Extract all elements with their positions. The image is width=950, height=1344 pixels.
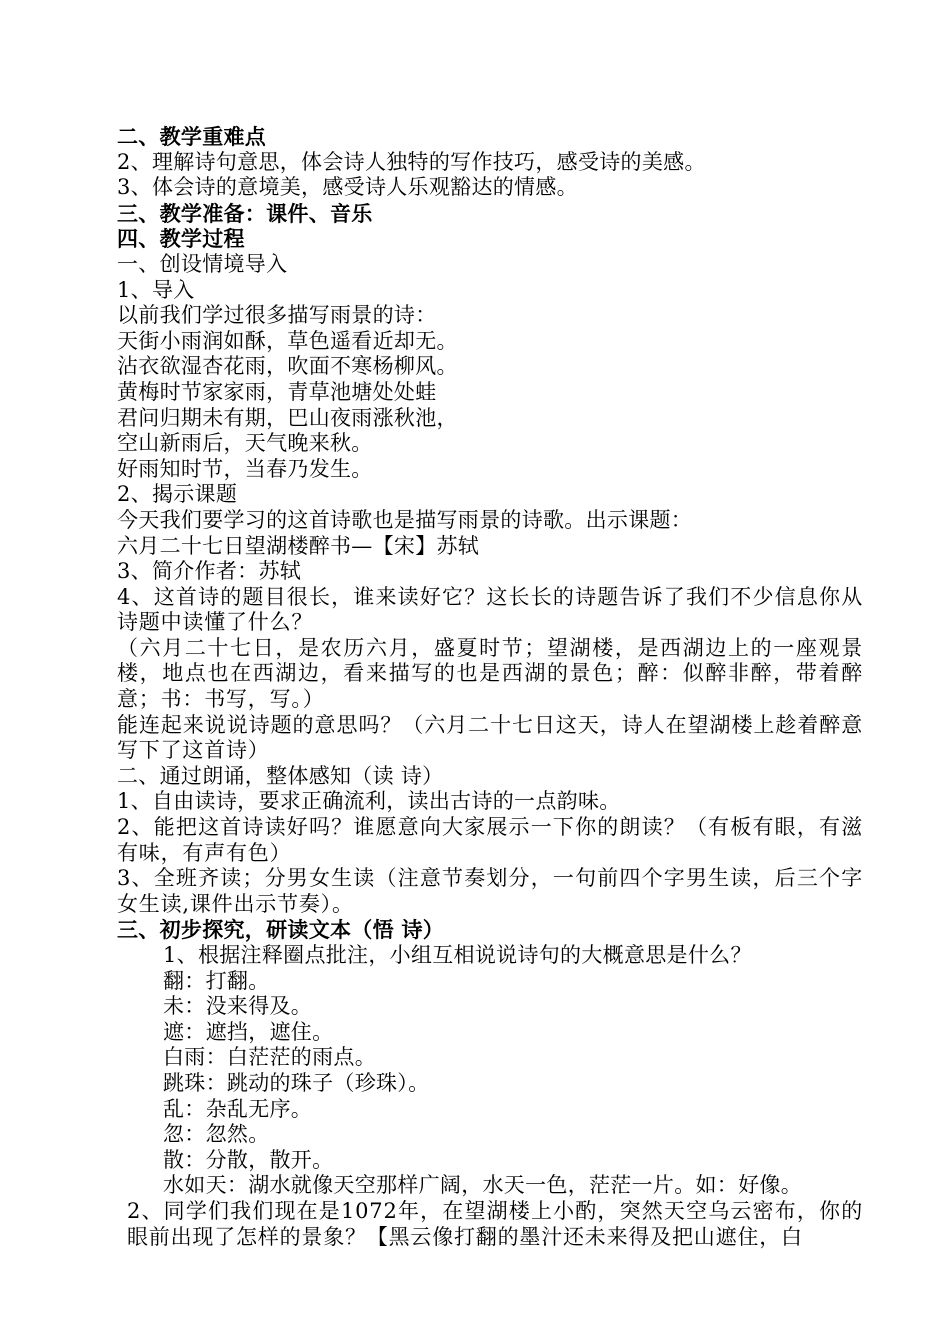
paragraph: 2、同学们我们现在是1072年，在望湖楼上小酌，突然天空乌云密布，你的眼前出现了怎样的景象？【黑云像打翻的墨汁还未来得及把山遮住，白: [127, 1198, 863, 1249]
text-line: 3、体会诗的意境美，感受诗人乐观豁达的情感。: [117, 175, 578, 200]
paragraph: 4、这首诗的题目很长，谁来读好它？这长长的诗题告诉了我们不少信息你从诗题中读懂了什么？: [117, 584, 863, 635]
text-line: 2、揭示课题: [117, 482, 238, 507]
paragraph: 3、全班齐读；分男女生读（注意节奏划分，一句前四个字男生读，后三个字女生读,课件出示节奏）。: [117, 866, 863, 916]
annotation-line: 忽：忽然。: [163, 1122, 270, 1147]
text-line: 以前我们学过很多描写雨景的诗：: [117, 303, 437, 328]
heading-key-points: 二、教学重难点: [117, 124, 267, 149]
annotation-line: 翻：打翻。: [163, 968, 270, 993]
poem-line: 沾衣欲湿杏花雨，吹面不寒杨柳风。: [117, 354, 458, 379]
annotation-line: 遮：遮挡，遮住。: [163, 1019, 334, 1044]
document-page: [117, 124, 863, 1250]
text-line: 1、导入: [117, 277, 195, 302]
poem-line: 黄梅时节家家雨，青草池塘处处蛙: [117, 379, 437, 404]
poem-line: 好雨知时节，当春乃发生。: [117, 456, 373, 481]
text-line: 1、自由读诗，要求正确流利，读出古诗的一点韵味。: [117, 789, 621, 814]
annotation-line: 白雨：白茫茫的雨点。: [163, 1045, 376, 1070]
annotation-line: 跳珠：跳动的珠子（珍珠）。: [163, 1070, 430, 1095]
text-line: 3、简介作者：苏轼: [117, 559, 302, 584]
poem-line: 空山新雨后，天气晚来秋。: [117, 431, 373, 456]
annotation-line: 未：没来得及。: [163, 994, 313, 1019]
subheading: 一、创设情境导入: [117, 251, 288, 276]
text-line: 今天我们要学习的这首诗歌也是描写雨景的诗歌。出示课题：: [117, 507, 693, 532]
annotation-line: 散：分散，散开。: [163, 1147, 334, 1172]
paragraph: （六月二十七日，是农历六月，盛夏时节；望湖楼，是西湖边上的一座观景楼，地点也在西湖边，看来描写的也是西湖的景色；醉：似醉非醉，带着醉意；书：书写，写。）: [117, 635, 863, 712]
poem-line: 天街小雨润如酥，草色遥看近却无。: [117, 328, 458, 353]
annotation-line: 乱：杂乱无序。: [163, 1096, 313, 1121]
lesson-title: 六月二十七日望湖楼醉书—【宋】苏轼: [117, 533, 480, 558]
heading-explore: 三、初步探究，研读文本（悟 诗）: [117, 917, 445, 943]
subheading: 二、通过朗诵，整体感知（读 诗）: [117, 763, 444, 788]
poem-line: 君问归期未有期，巴山夜雨涨秋池，: [117, 405, 458, 430]
paragraph: 2、能把这首诗读好吗？谁愿意向大家展示一下你的朗读？（有板有眼，有滋有味，有声有色）: [117, 815, 863, 865]
paragraph: 能连起来说说诗题的意思吗？（六月二十七日这天，诗人在望湖楼上趁着醉意写下了这首诗）: [117, 712, 863, 763]
text-line: 2、理解诗句意思，体会诗人独特的写作技巧，感受诗的美感。: [117, 149, 706, 174]
annotation-line: 水如天：湖水就像天空那样广阔，水天一色，茫茫一片。如：好像。: [163, 1173, 802, 1198]
heading-preparation: 三、教学准备：课件、音乐: [117, 200, 373, 226]
heading-process: 四、教学过程: [117, 226, 245, 252]
text-line: 1、根据注释圈点批注，小组互相说说诗句的大概意思是什么？: [163, 943, 752, 967]
